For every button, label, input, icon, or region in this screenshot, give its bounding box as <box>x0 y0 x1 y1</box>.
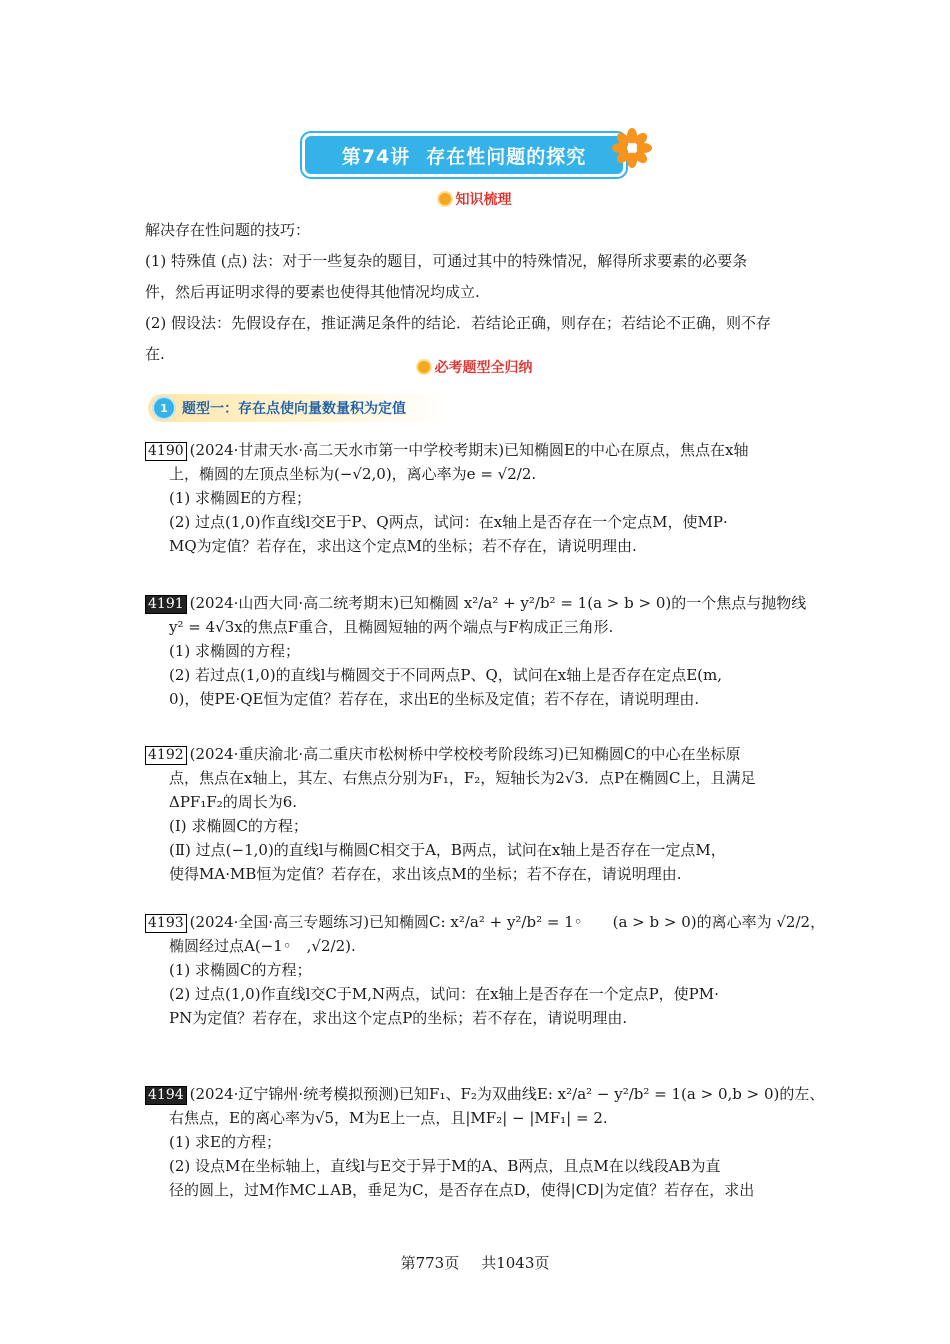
lecture-number: 第74讲 <box>341 145 411 168</box>
chapter-title: 存在性问题的探究 <box>426 145 587 168</box>
sun-icon <box>418 361 430 373</box>
total-pages: 共1043页 <box>481 1254 550 1272</box>
intro-item-1b: 件，然后再证明求得的要素也使得其他情况均成立. <box>145 283 480 301</box>
type-heading <box>148 394 448 422</box>
type-number: 1 <box>154 398 174 418</box>
problem-number: 4190 <box>145 442 187 461</box>
section-types: 必考题型全归纳 <box>0 357 950 377</box>
type-label: 题型一：存在点使向量数量积为定值 <box>182 401 406 417</box>
problem-4191: 4191 (2024·山西大同·高二统考期末)已知椭圆 x²/a² + y²/b² = 1(a > b > 0)的一个焦点与抛物线 y² = 4√3x的焦点F重合，且椭圆短轴的两个端点与F构成正三角形. (1) 求椭圆的方程； (2) 若过点(1,0)的直线l与椭圆交于不同两点P、Q，试问在x轴上是否存在定点E(m, 0)，使PE·QE恒为定值？若存在，求出E的坐标及定值；若不存在，请说明理由. <box>145 591 810 711</box>
intro-heading: 解决存在性问题的技巧： <box>145 221 311 239</box>
intro-item-2b: 在. <box>145 345 165 363</box>
flower-icon <box>612 128 652 168</box>
sun-icon <box>439 193 451 205</box>
intro-item-2a: (2) 假设法：先假设存在，推证满足条件的结论．若结论正确，则存在；若结论不正确，则不存 <box>145 314 772 332</box>
problem-4190: 4190 (2024·甘肃天水·高二天水市第一中学校考期末)已知椭圆E的中心在原点，焦点在x轴 上，椭圆的左顶点坐标为(−√2,0)，离心率为e = √2/2. (1) 求椭圆E的方程； (2) 过点(1,0)作直线l交E于P、Q两点，试问：在x轴上是否存在一个定点M，使MP· MQ为定值？若存在，求出这个定点M的坐标；若不存在，请说明理由. <box>145 438 810 558</box>
problem-4194: 4194 (2024·辽宁锦州·统考模拟预测)已知F₁、F₂为双曲线E: x²/a² − y²/b² = 1(a > 0,b > 0)的左、 右焦点，E的离心率为√5，M为E上一点，且|MF₂| − |MF₁| = 2. (1) 求E的方程； (2) 设点M在坐标轴上，直线l与E交于异于M的A、B两点，且点M在以线段AB为直 径的圆上，过M作MC⊥AB，垂足为C，是否存在点D，使得|CD|为定值？若存在，求出 <box>145 1082 810 1202</box>
problem-number: 4194 <box>145 1086 187 1105</box>
problem-number: 4192 <box>145 746 187 765</box>
intro-item-1a: (1) 特殊值 (点) 法：对于一些复杂的题目，可通过其中的特殊情况，解得所求要素的必要条 <box>145 252 748 270</box>
problem-number: 4191 <box>145 595 187 614</box>
chapter-banner <box>305 136 623 174</box>
section-knowledge: 知识梳理 <box>0 189 950 209</box>
intro-text <box>145 215 805 370</box>
problem-number: 4193 <box>145 914 187 933</box>
problem-4192: 4192 (2024·重庆渝北·高二重庆市松树桥中学校校考阶段练习)已知椭圆C的中心在坐标原 点，焦点在x轴上，其左、右焦点分别为F₁，F₂，短轴长为2√3．点P在椭圆C上，且满足 ΔPF₁F₂的周长为6. (I) 求椭圆C的方程； (Ⅱ) 过点(−1,0)的直线l与椭圆C相交于A，B两点，试问在x轴上是否存在一定点M， 使得MA·MB恒为定值？若存在，求出该点M的坐标；若不存在，请说明理由. <box>145 742 810 886</box>
problem-4193: 4193 (2024·全国·高三专题练习)已知椭圆C: x²/a² + y²/b² = 1◦ (a > b > 0)的离心率为 √2/2， 椭圆经过点A(−1◦ ,√2/2). (1) 求椭圆C的方程； (2) 过点(1,0)作直线l交C于M,N两点，试问：在x轴上是否存在一个定点P，使PM· PN为定值？若存在，求出这个定点P的坐标；若不存在，请说明理由. <box>145 910 810 1030</box>
page-number: 第773页 <box>400 1254 460 1272</box>
page-footer <box>0 1252 950 1273</box>
